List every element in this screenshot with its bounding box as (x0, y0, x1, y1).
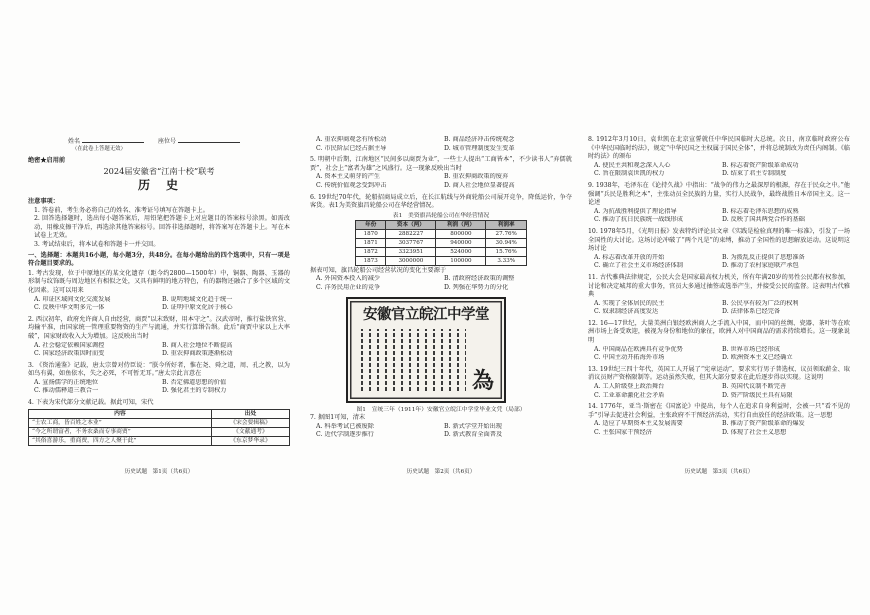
question-block (588, 274, 850, 317)
seat-label: 座位号 (158, 138, 177, 145)
name-label: 姓名 (68, 138, 81, 145)
table-cell: 30.94% (486, 238, 527, 247)
question-stem: 10. 1978年5月，《光明日报》发表特约评论员文章《实践是检验真理的唯一标准》，引发了一场全国性的大讨论。这场讨论冲破了“两个凡是”的束缚，推动了全国性的思想解放运动。这说明这场讨论 (588, 227, 850, 253)
question-block (310, 414, 572, 440)
option-a: A. 科举考试已被废除 (316, 422, 374, 430)
options-list (588, 254, 850, 271)
question-stem: 11. 古代雅典法律规定，公民大会是国家最高权力机关，所有年满20岁的男性公民都有权参加，讨论和决定城邦的重大事务，官员大多通过抽签或选举产生，并接受公民的监督。这表明古代雅典 (588, 273, 850, 299)
option-c: C. 推动了抗日民族统一战线形成 (594, 216, 683, 224)
question-stem: 13. 19世纪三四十年代，英国工人开展了“宪章运动”，要求实行男子普选权、议员领取薪金、取消议员财产资格限制等。运动虽然失败，但其大部分要求在此后逐步得以实现。这说明 (588, 365, 850, 382)
table-cell: 3323951 (386, 247, 436, 256)
option-b: B. 商品经济冲击传统观念 (444, 136, 515, 143)
table-cell: 940000 (436, 238, 486, 247)
option-d: D. 新式教育全面普及 (444, 431, 503, 439)
option-d: D. 推动了农村家庭联产承包 (722, 262, 799, 270)
note-item: 1. 答卷前，考生务必将自己的姓名、准考证号填写在答题卡上。 (34, 206, 209, 214)
option-c: C. 确立了社会主义市场经济体制 (594, 262, 683, 270)
option-c: C. 旨在限制袁世凯的权力 (594, 170, 665, 178)
option-d: D. 体现了社会主义思想 (722, 429, 787, 436)
option-c: C. 反映中华文明多元一体 (34, 304, 105, 312)
table-cell: 2882227 (386, 229, 436, 238)
table-grid (28, 409, 290, 446)
diploma-title: 安徽官立皖江中学堂 (363, 305, 489, 323)
options-list (588, 346, 850, 363)
options-list (588, 208, 850, 225)
page-footer: 历史试题 第2页（共6页） (406, 469, 476, 475)
name-seat-line (68, 136, 254, 146)
seat-blank (178, 136, 240, 143)
option-b: B. 否定佛道思想的价值 (162, 378, 227, 386)
question-stem: 1. 考古发现，位于中原地区的某文化遗存（距今约2800—1500年）中，铜器、陶器、玉器的形制与纹饰既与周边地区有相似之处，又具有鲜明的地方特色，有的器物还融合了多个区域的文化因素。这可以用来 (28, 269, 290, 294)
option-a: A. 为抗战胜利提供了理论指导 (594, 207, 677, 215)
question-stem: 14. 1776年，亚当·斯密在《国富论》中提出，每个人在追求自身利益时，会被一只“看不见的手”引导去促进社会利益，主张政府不干预经济活动，实行自由放任的经济政策。这一思想 (588, 403, 850, 419)
note-item: 3. 考试结束后，将本试卷和答题卡一并交回。 (34, 240, 160, 248)
question-stem: 4. 下表为宋代部分文献记载。据此可知，宋代 (28, 399, 154, 407)
option-d: D. 法律体系已经完备 (722, 308, 781, 316)
option-d: D. 城市管理制度发生变革 (444, 144, 515, 152)
option-b: B. 重农抑商政策的废弃 (444, 173, 509, 181)
option-a: A. 印证区域间文化交流发展 (34, 295, 111, 303)
table-row (356, 238, 527, 247)
table-cell: 1870 (356, 229, 386, 238)
options-list (28, 296, 290, 313)
option-b: B. 推动了资产阶级革命的爆发 (722, 420, 805, 428)
table-cell: 1871 (356, 238, 386, 247)
options-list (310, 173, 572, 190)
option-b: B. 公民享有较为广泛的权利 (722, 299, 799, 307)
option-a: A. 外国资本投入的减少 (316, 275, 381, 283)
table-cell: 15.76% (486, 247, 527, 256)
diploma-text-columns (358, 329, 466, 391)
table-cell: 3000000 (386, 256, 436, 265)
table-cell: 27.76% (486, 229, 527, 238)
options-list (310, 423, 572, 440)
option-c: C. 传统价值观念受到冲击 (316, 181, 387, 189)
question-prompt: 据表可知，旗昌轮船公司经营状况的变化主要源于 (310, 266, 447, 274)
question-block (588, 228, 850, 271)
question-block (310, 194, 572, 293)
question-stem: 5. 明朝中后期，江南地区“民间多以商贾为业”，一些士人提出“工商皆本”，不少读书人“弃儒就贾”，社会上“富者为雄”之风盛行。这一现象反映出当时 (310, 156, 572, 172)
options-list (310, 136, 572, 153)
question-block (310, 156, 572, 190)
option-d: D. 证明中原文化居于核心 (162, 304, 233, 312)
question-stem: 7. 据图1可知，清末 (310, 414, 366, 422)
option-a: A. 社会稳定依赖国家调控 (34, 341, 105, 349)
table-cell: 1873 (356, 256, 386, 265)
table-cell: 《宋会要辑稿》 (211, 418, 289, 427)
option-a: A. 资本主义萌芽的产生 (316, 173, 381, 181)
table-header-cell: 年份 (356, 220, 386, 229)
option-c: C. 市民阶层已经占据主导 (316, 144, 387, 152)
table-header-cell: 内容 (29, 409, 212, 418)
question-stem: 6. 19世纪70年代，轮船招商局成立后，在长江航线与外商轮船公司展开竞争，降低运价，争夺客货。表1为美资旗昌轮船公司在华经营情况。 (310, 193, 572, 210)
option-d: D. 反映了国共两党合作的基础 (722, 216, 805, 224)
table-header-row (29, 409, 290, 418)
question-stem: 9. 1938年，毛泽东在《论持久战》中指出：“战争的伟力之最深厚的根源，存在于民众之中。”他强调“兵民是胜利之本”，主张动员全民族的力量，实行人民战争，最终战胜日本帝国主义。这一论述 (588, 181, 850, 207)
table-row (356, 229, 527, 238)
table-cell: 《文献通考》 (211, 427, 289, 436)
options-list (588, 300, 850, 317)
question-block (588, 403, 850, 437)
table-cell: 3037767 (386, 238, 436, 247)
option-a: A. 中国商品在欧洲具有竞争优势 (594, 345, 683, 353)
diploma-image (346, 297, 506, 403)
section-heading: 一、选择题：本题共16小题，每小题3分，共48分。在每小题给出的四个选项中，只有一项是符合题目要求的。 (28, 251, 290, 268)
option-b: B. 清政府经济政策的调整 (444, 275, 515, 283)
column-page-2 (310, 136, 572, 443)
option-b: B. 英国代议制不断完善 (722, 383, 787, 391)
option-a: A. 使民主共和观念深入人心 (594, 161, 671, 169)
question-stem: 2. 西汉初年，政府允许商人自由经营，商贾“以末致财，用本守之”。汉武帝时，推行盐铁官营、均输平准，由国家统一管理重要物资的生产与流通，并实行算缗告缗。此后“商贾中家以上大率破”，国家财政收入大为增加。这反映出当时 (28, 315, 290, 340)
question-block (588, 136, 850, 179)
option-a: A. 适应了早期资本主义发展需要 (594, 420, 683, 428)
page-footer: 历史试题 第1页（共6页） (124, 469, 194, 475)
question-block (588, 366, 850, 400)
options-list (28, 342, 290, 359)
table-cell: 3.33% (486, 256, 527, 265)
column-page-1 (28, 198, 290, 449)
table-row (29, 436, 290, 445)
option-c: C. 洋务民用企业的竞争 (316, 283, 381, 291)
option-d: D. 欧洲资本主义已经确立 (722, 354, 793, 362)
table-cell: “今之所谓富者，不务农桑而专事商贾” (29, 427, 212, 436)
table-cell: 《东京梦华录》 (211, 436, 289, 445)
options-list (28, 379, 290, 396)
table-cell: 1872 (356, 247, 386, 256)
option-c: C. 工业革命激化社会矛盾 (594, 391, 665, 399)
subject-title: 历 史 (137, 178, 180, 192)
option-a: A. 标志着改革开放的开始 (594, 253, 665, 261)
question-list (310, 136, 572, 440)
table-row (356, 256, 527, 265)
question-stem: 8. 1912年3月10日，袁世凯在北京宣誓就任中华民国临时大总统。次日，南京临时政府公布《中华民国临时约法》，规定“中华民国之主权属于国民全体”，并将总统制改为责任内阁制。《临时约法》的颁布 (588, 136, 850, 161)
options-list (588, 383, 850, 400)
option-a: A. 宣扬儒学的正统地位 (34, 378, 99, 386)
option-c: C. 中国主动开拓海外市场 (594, 354, 665, 362)
option-b: B. 说明地域文化趋于统一 (162, 295, 233, 303)
option-c: C. 奴隶制经济高度发达 (594, 308, 659, 316)
option-c: C. 近代学制逐步推行 (316, 431, 374, 439)
option-d: D. 商人社会地位显著提高 (444, 181, 515, 189)
option-c: C. 推动儒释道三教合一 (34, 387, 99, 395)
option-b: B. 商人社会地位不断提高 (162, 341, 233, 349)
data-table (310, 212, 572, 266)
table-cell: “士农工商，皆百姓之本业” (29, 418, 212, 427)
table-header-cell: 出处 (211, 409, 289, 418)
figure-caption: 图1 宣统三年（1911年）安徽官立皖江中学堂毕业文凭（局部） (356, 406, 526, 413)
question-block (588, 182, 850, 225)
table-row (29, 418, 290, 427)
option-b: B. 标志着资产阶级革命成功 (722, 161, 799, 169)
data-table (28, 409, 290, 446)
table-header-cell: 利润率 (486, 220, 527, 229)
note-item: 2. 回答选择题时，选出每小题答案后，用铅笔把答题卡上对应题目的答案标号涂黑。如需改动，用橡皮擦干净后，再选涂其他答案标号。回答非选择题时，将答案写在答题卡上。写在本试卷上无效。 (34, 215, 290, 240)
options-list (588, 420, 850, 437)
page-footer: 历史试题 第3页（共6页） (684, 469, 754, 475)
table-title: 表1 美资旗昌轮船公司在华经营情况 (392, 212, 490, 219)
option-c: C. 国家经济政策因时而变 (34, 350, 105, 358)
diploma-corner-character: 為 (471, 367, 494, 394)
option-d: D. 结束了君主专制制度 (722, 170, 787, 178)
option-b: B. 世界市场已经形成 (722, 345, 780, 353)
option-d: D. 重农抑商政策逐渐松动 (162, 350, 233, 358)
question-block (28, 399, 290, 446)
option-d: D. 强化君主的专制权力 (162, 387, 227, 395)
name-blank (82, 136, 144, 143)
option-a: A. 重农抑商观念有所松动 (316, 136, 387, 143)
option-b: B. 新式学堂开始出现 (444, 422, 502, 430)
question-block (588, 320, 850, 363)
table-header-cell: 资本（两） (386, 220, 436, 229)
option-d: D. 资产阶级民主具有局限 (722, 391, 793, 399)
options-list (588, 162, 850, 179)
exam-title: 2024届安徽省“江南十校”联考 (103, 166, 215, 176)
table-header-row (356, 220, 527, 229)
table-cell: “其俗喜游乐，重商贾，四方之人聚于此” (29, 436, 212, 445)
option-b: B. 标志着毛泽东思想的成熟 (722, 207, 799, 215)
question-stem: 12. 16—17世纪，大量美洲白银经欧洲商人之手流入中国，而中国的丝绸、瓷器、茶叶等在欧洲市场上备受欢迎，被视为身份和地位的象征，欧洲人对中国商品的需求持续增长。这一现象说明 (588, 319, 850, 345)
question-list (28, 270, 290, 446)
option-a: A. 实现了全体居民的民主 (594, 299, 665, 307)
table-header-cell: 利润（两） (436, 220, 486, 229)
option-d: D. 列强在华势力的分化 (444, 283, 509, 291)
question-list (588, 136, 850, 438)
table-row (29, 427, 290, 436)
option-b: B. 为拨乱反正提供了思想准备 (722, 253, 805, 261)
notes-title: 注意事项： (28, 198, 59, 205)
table-cell: 100000 (436, 256, 486, 265)
question-block (28, 362, 290, 396)
table-cell: 524000 (436, 247, 486, 256)
table-grid (355, 220, 527, 266)
question-block (28, 316, 290, 359)
options-list (310, 275, 572, 292)
column-page-3 (588, 136, 850, 441)
question-block (28, 270, 290, 313)
option-c: C. 主张国家干预经济 (594, 429, 652, 436)
option-a: A. 工人阶级登上政治舞台 (594, 383, 665, 391)
question-block (310, 136, 572, 153)
question-stem: 3. 《资治通鉴》记载，唐太宗曾对侍臣说：“朕今所好者，惟在尧、舜之道，周、孔之教，以为如鸟有翼，如鱼依水，失之必死，不可暂无耳。”唐太宗此言意在 (28, 361, 290, 378)
secret-mark: 绝密★启用前 (28, 157, 66, 164)
invalid-note: （在此卷上答题无效） (72, 146, 126, 152)
table-cell: 800000 (436, 229, 486, 238)
table-row (356, 247, 527, 256)
